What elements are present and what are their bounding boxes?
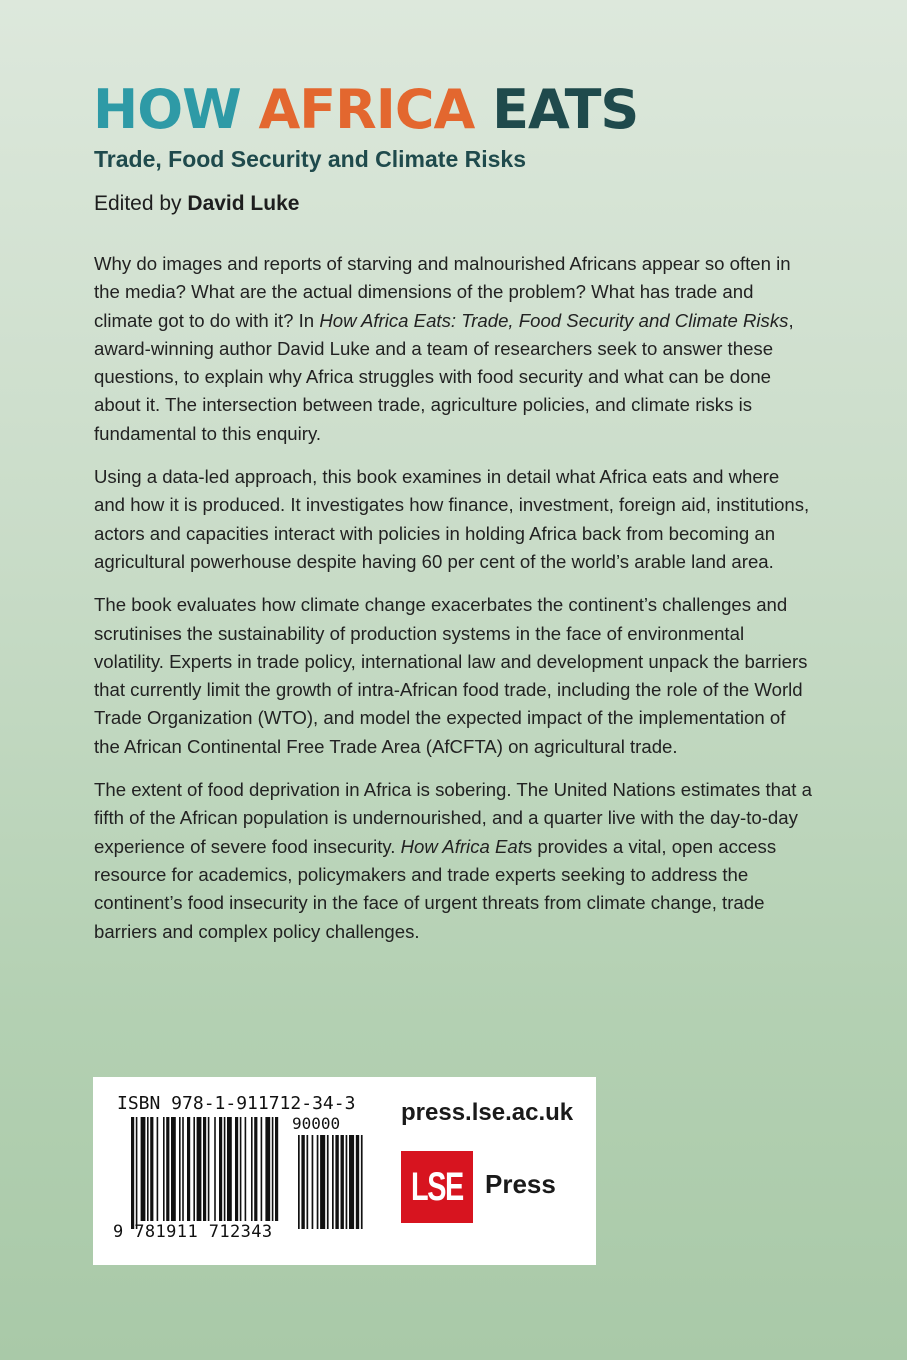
editor-credit: [94, 192, 299, 216]
blurb-paragraph-1: [94, 250, 814, 448]
blurb-paragraph-3: The book evaluates how climate change exacerbates the continent’s challenges and scrutinises the sustainability of production systems in the face of environmental volatility. Experts in trade policy, international law and development unpack the barriers that currently limit the growth of intra-African food trade, including the role of the World Trade Organization (WTO), and model the expected impact of the implementation of the African Continental Free Trade Area (AfCFTA) on agricultural trade.: [94, 594, 808, 757]
blurb-p4-text-b: s provides a vital, open access resource for academics, policymakers and trade experts seeking to address the continent’s food insecurity in the face of urgent threats from climate change, trade barriers and complex policy challenges.: [94, 835, 777, 942]
blurb-paragraph-2: Using a data-led approach, this book examines in detail what Africa eats and where and how it is produced. It investigates how finance, investment, foreign aid, institutions, actors and capacities interact with policies in holding Africa back from becoming an agricultural powerhouse despite having 60 per cent of the world’s arable land area.: [94, 466, 810, 572]
lse-logo-text: LSE: [411, 1165, 463, 1209]
price-code: 90000: [292, 1114, 341, 1133]
editor-prefix: Edited by: [94, 192, 182, 215]
blurb-paragraph-4: [94, 776, 814, 946]
publisher-url: press.lse.ac.uk: [401, 1099, 574, 1126]
editor-name: David Luke: [187, 192, 300, 215]
blurb-p4-text-a: The extent of food deprivation in Africa is sobering. The United Nations estimates that a fifth of the African population is undernourished, and a quarter live with the day-to-day experience of severe food insecurity.: [94, 779, 812, 857]
title-word-africa: AFRICA: [258, 78, 475, 141]
title-word-how: HOW: [93, 78, 241, 141]
blurb: [94, 250, 814, 961]
title-word-eats: EATS: [492, 78, 639, 141]
book-title: [93, 78, 638, 142]
publisher-name: Press: [485, 1169, 556, 1199]
isbn-label: ISBN 978-1-911712-34-3: [117, 1093, 356, 1114]
lse-logo: [401, 1151, 473, 1223]
blurb-p4-book-title: How Africa Eat: [400, 835, 523, 857]
book-subtitle: Trade, Food Security and Climate Risks: [94, 146, 527, 172]
blurb-p1-book-title: How Africa Eats: Trade, Food Security and Climate Risks: [319, 309, 789, 331]
blurb-p1-text-a: Why do images and reports of starving and malnourished Africans appear so often in the media? What are the actual dimensions of the problem? What has trade and climate got to do with it? In: [94, 253, 791, 331]
blurb-p1-text-b: , award-winning author David Luke and a team of researchers seek to answer these questions, to explain why Africa struggles with food security and what can be done about it. The intersection between trade, agriculture policies, and climate risks is fundamental to this enquiry.: [94, 309, 794, 444]
barcode-publisher-panel: [93, 1077, 596, 1265]
barcode-digits: 9 781911 712343: [113, 1222, 273, 1242]
